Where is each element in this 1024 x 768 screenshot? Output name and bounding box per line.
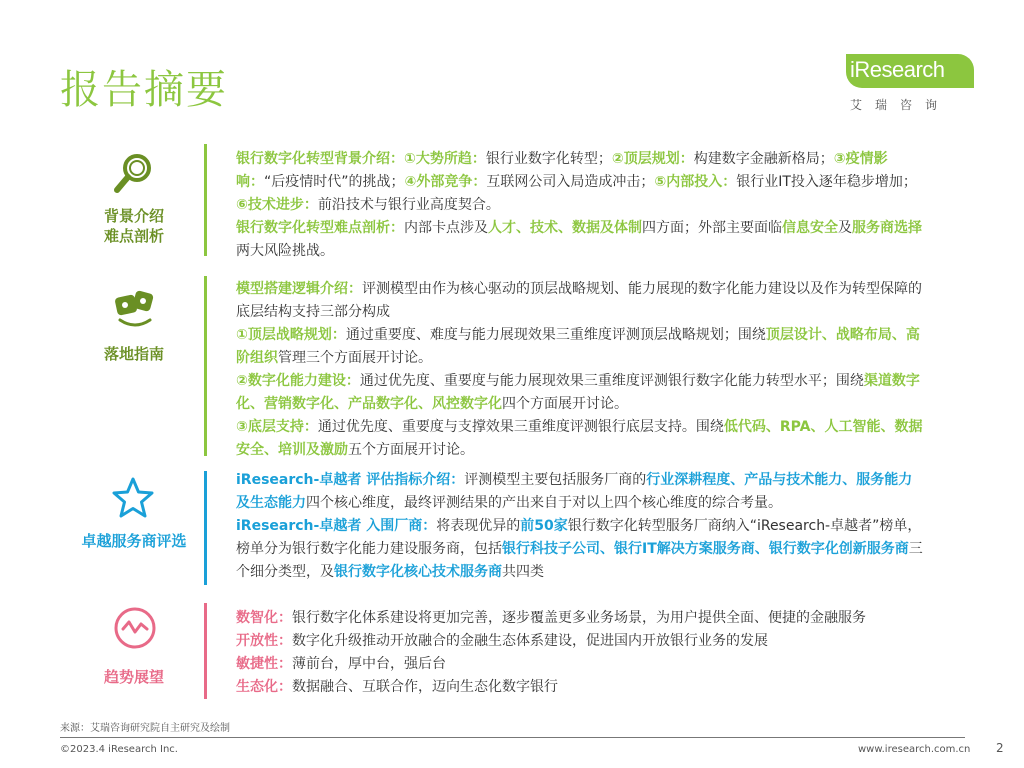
highlight-text: 前50家 bbox=[520, 518, 568, 534]
paragraph bbox=[236, 469, 926, 515]
landing-guide-icon bbox=[112, 286, 158, 332]
trend-icon bbox=[112, 605, 158, 651]
highlight-text: ②顶层规划： bbox=[611, 151, 694, 167]
website-link[interactable]: www.iresearch.com.cn bbox=[858, 744, 971, 755]
paragraph bbox=[236, 515, 926, 584]
section-trend-outlook bbox=[0, 603, 1024, 703]
body-text: 评测模型由作为核心驱动的顶层战略规划、能力展现的数字化能力建设以及作为转型保障的底层结构支持三部分构成 bbox=[236, 281, 922, 320]
body-text: 薄前台，厚中台，强后台 bbox=[292, 656, 446, 672]
section-divider bbox=[204, 144, 207, 256]
section-label bbox=[64, 667, 204, 687]
section-label-line1: 落地指南 bbox=[103, 345, 164, 363]
section-content bbox=[236, 469, 926, 584]
highlight-text: 开放性： bbox=[236, 633, 292, 649]
section-label-line2: 难点剖析 bbox=[103, 227, 164, 245]
highlight-text: 行业深耕程度、产品与技术能力、服务能力及生态能力 bbox=[236, 472, 913, 511]
body-text: 内部卡点涉及 bbox=[404, 220, 488, 236]
paragraph bbox=[236, 278, 926, 324]
highlight-text: ④外部竞争： bbox=[404, 174, 487, 190]
paragraph bbox=[236, 653, 926, 676]
body-text: 三个细分类型，及 bbox=[236, 541, 923, 580]
highlight-text: 顶层设计、战略布局、高阶组织 bbox=[236, 327, 920, 366]
section-label bbox=[64, 344, 204, 364]
magnifier-icon bbox=[111, 150, 157, 196]
highlight-text: ⑥技术进步： bbox=[236, 197, 318, 213]
highlight-text: ②数字化能力建设： bbox=[236, 373, 360, 389]
highlight-text: 敏捷性： bbox=[236, 656, 292, 672]
body-text: 构建数字金融新格局； bbox=[693, 151, 834, 167]
paragraph bbox=[236, 416, 926, 462]
body-text: 通过优先度、重要度与能力展现效果三重维度评测银行数字化能力转型水平；围绕 bbox=[359, 373, 864, 389]
page-number: 2 bbox=[996, 741, 1004, 755]
paragraph bbox=[236, 217, 926, 263]
highlight-text: iResearch-卓越者 入围厂商： bbox=[236, 518, 437, 534]
highlight-text: 数智化： bbox=[236, 610, 292, 626]
body-text: 将表现优异的 bbox=[436, 518, 521, 534]
page-title: 报告摘要 bbox=[60, 67, 228, 113]
body-text: 银行数字化体系建设将更加完善，逐步覆盖更多业务场景，为用户提供全面、便捷的金融服务 bbox=[292, 610, 866, 626]
highlight-text: ①顶层战略规划： bbox=[236, 327, 346, 343]
paragraph bbox=[236, 324, 926, 370]
body-text: 互联网公司入局造成冲击； bbox=[486, 174, 655, 190]
section-content bbox=[236, 278, 926, 462]
body-text: 通过重要度、难度与能力展现效果三重维度评测顶层战略规划；围绕 bbox=[345, 327, 766, 343]
body-text: 评测模型主要包括服务厂商的 bbox=[464, 472, 647, 488]
section-excellent-providers bbox=[0, 467, 1024, 587]
body-text: 五个方面展开讨论。 bbox=[348, 442, 474, 458]
section-label bbox=[64, 206, 204, 246]
body-text: 数字化升级推动开放融合的金融生态体系建设，促进国内开放银行业务的发展 bbox=[292, 633, 768, 649]
source-note: 来源：艾瑞咨询研究院自主研究及绘制 bbox=[60, 723, 230, 734]
body-text: 前沿技术与银行业高度契合。 bbox=[317, 197, 500, 213]
highlight-text: 信息安全 bbox=[782, 220, 838, 236]
highlight-text: 生态化： bbox=[236, 679, 292, 695]
section-content bbox=[236, 148, 926, 263]
highlight-text: 人才、技术、数据及体制 bbox=[488, 220, 642, 236]
body-text: “后疫情时代”的挑战； bbox=[264, 174, 405, 190]
body-text: 银行数字化转型服务厂商纳入“iResearch-卓越者”榜单，榜单分为银行数字化能力建设服务商，包括 bbox=[236, 518, 922, 557]
section-background bbox=[0, 140, 1024, 260]
body-text: 及 bbox=[838, 220, 852, 236]
section-content bbox=[236, 607, 926, 699]
highlight-text: 渠道数字化、营销数字化、产品数字化、风控数字化 bbox=[236, 373, 920, 412]
body-text: 数据融合、互联合作，迈向生态化数字银行 bbox=[292, 679, 558, 695]
highlight-text: 服务商选择 bbox=[852, 220, 922, 236]
paragraph bbox=[236, 676, 926, 699]
body-text: 两大风险挑战。 bbox=[236, 243, 334, 259]
highlight-text: 模型搭建逻辑介绍： bbox=[236, 281, 362, 297]
section-divider bbox=[204, 276, 207, 456]
logo-subtitle: 艾瑞咨询 bbox=[850, 98, 951, 112]
section-divider bbox=[204, 471, 207, 585]
body-text: 通过优先度、重要度与支撑效果三重维度评测银行底层支持。围绕 bbox=[317, 419, 724, 435]
body-text: 管理三个方面展开讨论。 bbox=[278, 350, 432, 366]
section-label-line1: 卓越服务商评选 bbox=[81, 532, 187, 550]
body-text: 银行业IT投入逐年稳步增加； bbox=[736, 174, 917, 190]
section-label bbox=[64, 531, 204, 551]
footer-divider bbox=[60, 737, 965, 738]
body-text: 四个核心维度，最终评测结果的产出来自于对以上四个核心维度的综合考量。 bbox=[306, 495, 782, 511]
body-text: 共四类 bbox=[502, 564, 544, 580]
section-label-line1: 背景介绍 bbox=[103, 207, 164, 225]
highlight-text: ③疫情影响： bbox=[236, 151, 888, 190]
iresearch-logo bbox=[846, 54, 976, 116]
section-label-line1: 趋势展望 bbox=[103, 668, 164, 686]
section-divider bbox=[204, 603, 207, 699]
highlight-text: ⑤内部投入： bbox=[654, 174, 737, 190]
highlight-text: 银行数字化转型难点剖析： bbox=[236, 220, 404, 236]
paragraph bbox=[236, 148, 926, 217]
highlight-text: ③底层支持： bbox=[236, 419, 318, 435]
highlight-text: 银行数字化转型背景介绍：①大势所趋： bbox=[236, 151, 486, 167]
highlight-text: 低代码、RPA、人工智能、数据安全、培训及激励 bbox=[236, 419, 923, 458]
body-text: 四方面；外部主要面临 bbox=[642, 220, 782, 236]
logo-text: iResearch bbox=[850, 57, 945, 82]
star-icon bbox=[110, 475, 156, 521]
paragraph bbox=[236, 630, 926, 653]
body-text: 四个方面展开讨论。 bbox=[502, 396, 628, 412]
highlight-text: iResearch-卓越者 评估指标介绍： bbox=[236, 472, 465, 488]
paragraph bbox=[236, 370, 926, 416]
copyright: ©2023.4 iResearch Inc. bbox=[60, 744, 178, 755]
paragraph bbox=[236, 607, 926, 630]
body-text: 银行业数字化转型； bbox=[485, 151, 612, 167]
highlight-text: 银行科技子公司、银行IT解决方案服务商、银行数字化创新服务商 bbox=[502, 541, 909, 557]
highlight-text: 银行数字化核心技术服务商 bbox=[334, 564, 502, 580]
section-landing-guide bbox=[0, 276, 1024, 461]
